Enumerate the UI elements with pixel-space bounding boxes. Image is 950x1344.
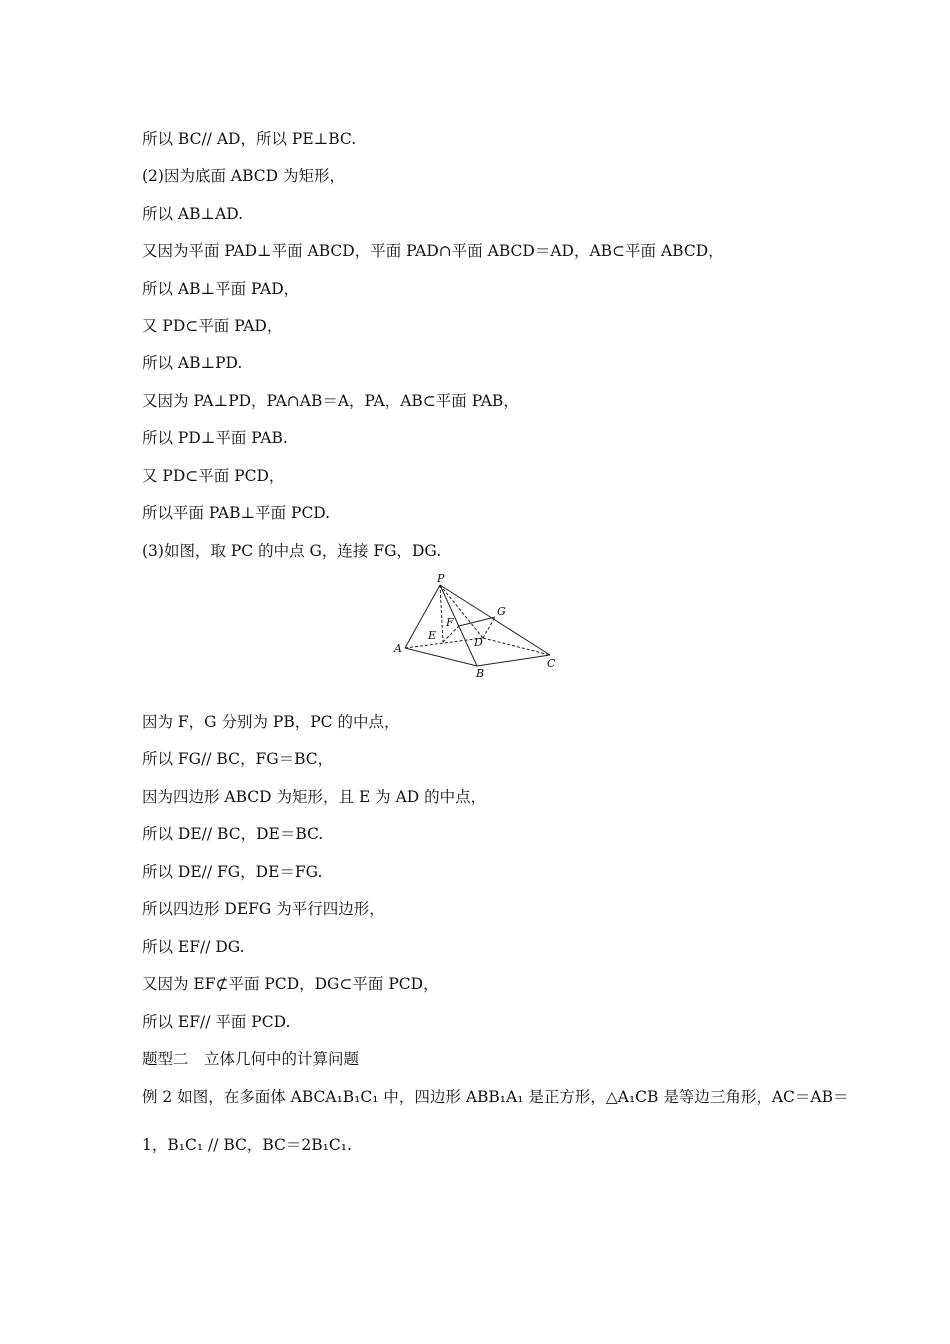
text-line: 因为 F，G 分别为 PB，PC 的中点， bbox=[142, 713, 400, 731]
text-line: (3)如图，取 PC 的中点 G，连接 FG，DG. bbox=[142, 542, 442, 560]
text-line: 所以 PD⊥平面 PAB. bbox=[142, 429, 288, 447]
edge-FG bbox=[459, 617, 495, 626]
edge-AB bbox=[405, 648, 477, 666]
text-line: 所以 DE// FG，DE＝FG. bbox=[142, 863, 323, 881]
text-line: 所以 BC// AD，所以 PE⊥BC. bbox=[142, 130, 357, 148]
label-A: A bbox=[394, 642, 402, 655]
text-line: (2)因为底面 ABCD 为矩形， bbox=[142, 167, 345, 185]
edge-DG bbox=[483, 617, 495, 638]
pyramid-figure bbox=[385, 570, 575, 682]
text-line: 所以四边形 DEFG 为平行四边形， bbox=[142, 900, 385, 918]
text-line: 所以 EF// 平面 PCD. bbox=[142, 1013, 291, 1031]
example-line: 例 2 如图，在多面体 ABCA₁B₁C₁ 中，四边形 ABB₁A₁ 是正方形，△A₁CB 是等边三角形，AC＝AB＝ bbox=[142, 1088, 849, 1106]
label-F: F bbox=[446, 616, 454, 629]
text-line: 又 PD⊂平面 PAD， bbox=[142, 317, 283, 335]
example-line: 1，B₁C₁ // BC，BC＝2B₁C₁. bbox=[142, 1136, 352, 1154]
edge-PD bbox=[440, 585, 483, 638]
label-E: E bbox=[428, 629, 437, 642]
text-line: 所以 DE// BC，DE＝BC. bbox=[142, 825, 324, 843]
text-line: 所以 FG// BC，FG＝BC， bbox=[142, 750, 334, 768]
text-line: 又因为 EF⊄平面 PCD，DG⊂平面 PCD， bbox=[142, 975, 439, 993]
label-D: D bbox=[474, 636, 483, 649]
text-line: 所以 EF// DG. bbox=[142, 938, 245, 956]
edge-AD bbox=[405, 638, 483, 648]
label-B: B bbox=[476, 667, 485, 680]
edge-BC bbox=[477, 655, 550, 666]
text-line: 所以 AB⊥PD. bbox=[142, 354, 243, 372]
text-line: 又因为平面 PAD⊥平面 ABCD，平面 PAD∩平面 ABCD＝AD，AB⊂平面 ABCD， bbox=[142, 242, 724, 260]
text-line: 所以 AB⊥AD. bbox=[142, 205, 244, 223]
text-line: 又 PD⊂平面 PCD， bbox=[142, 467, 285, 485]
label-C: C bbox=[547, 657, 556, 670]
text-line: 所以 AB⊥平面 PAD， bbox=[142, 280, 300, 298]
text-line: 因为四边形 ABCD 为矩形，且 E 为 AD 的中点， bbox=[142, 788, 487, 806]
edge-PE bbox=[440, 585, 443, 642]
text-line: 所以平面 PAB⊥平面 PCD. bbox=[142, 504, 331, 522]
edge-DC bbox=[483, 638, 550, 655]
label-P: P bbox=[437, 572, 445, 585]
text-line: 又因为 PA⊥PD，PA∩AB＝A，PA，AB⊂平面 PAB， bbox=[142, 392, 519, 410]
section-heading: 题型二 立体几何中的计算问题 bbox=[142, 1050, 360, 1068]
label-G: G bbox=[497, 605, 506, 618]
